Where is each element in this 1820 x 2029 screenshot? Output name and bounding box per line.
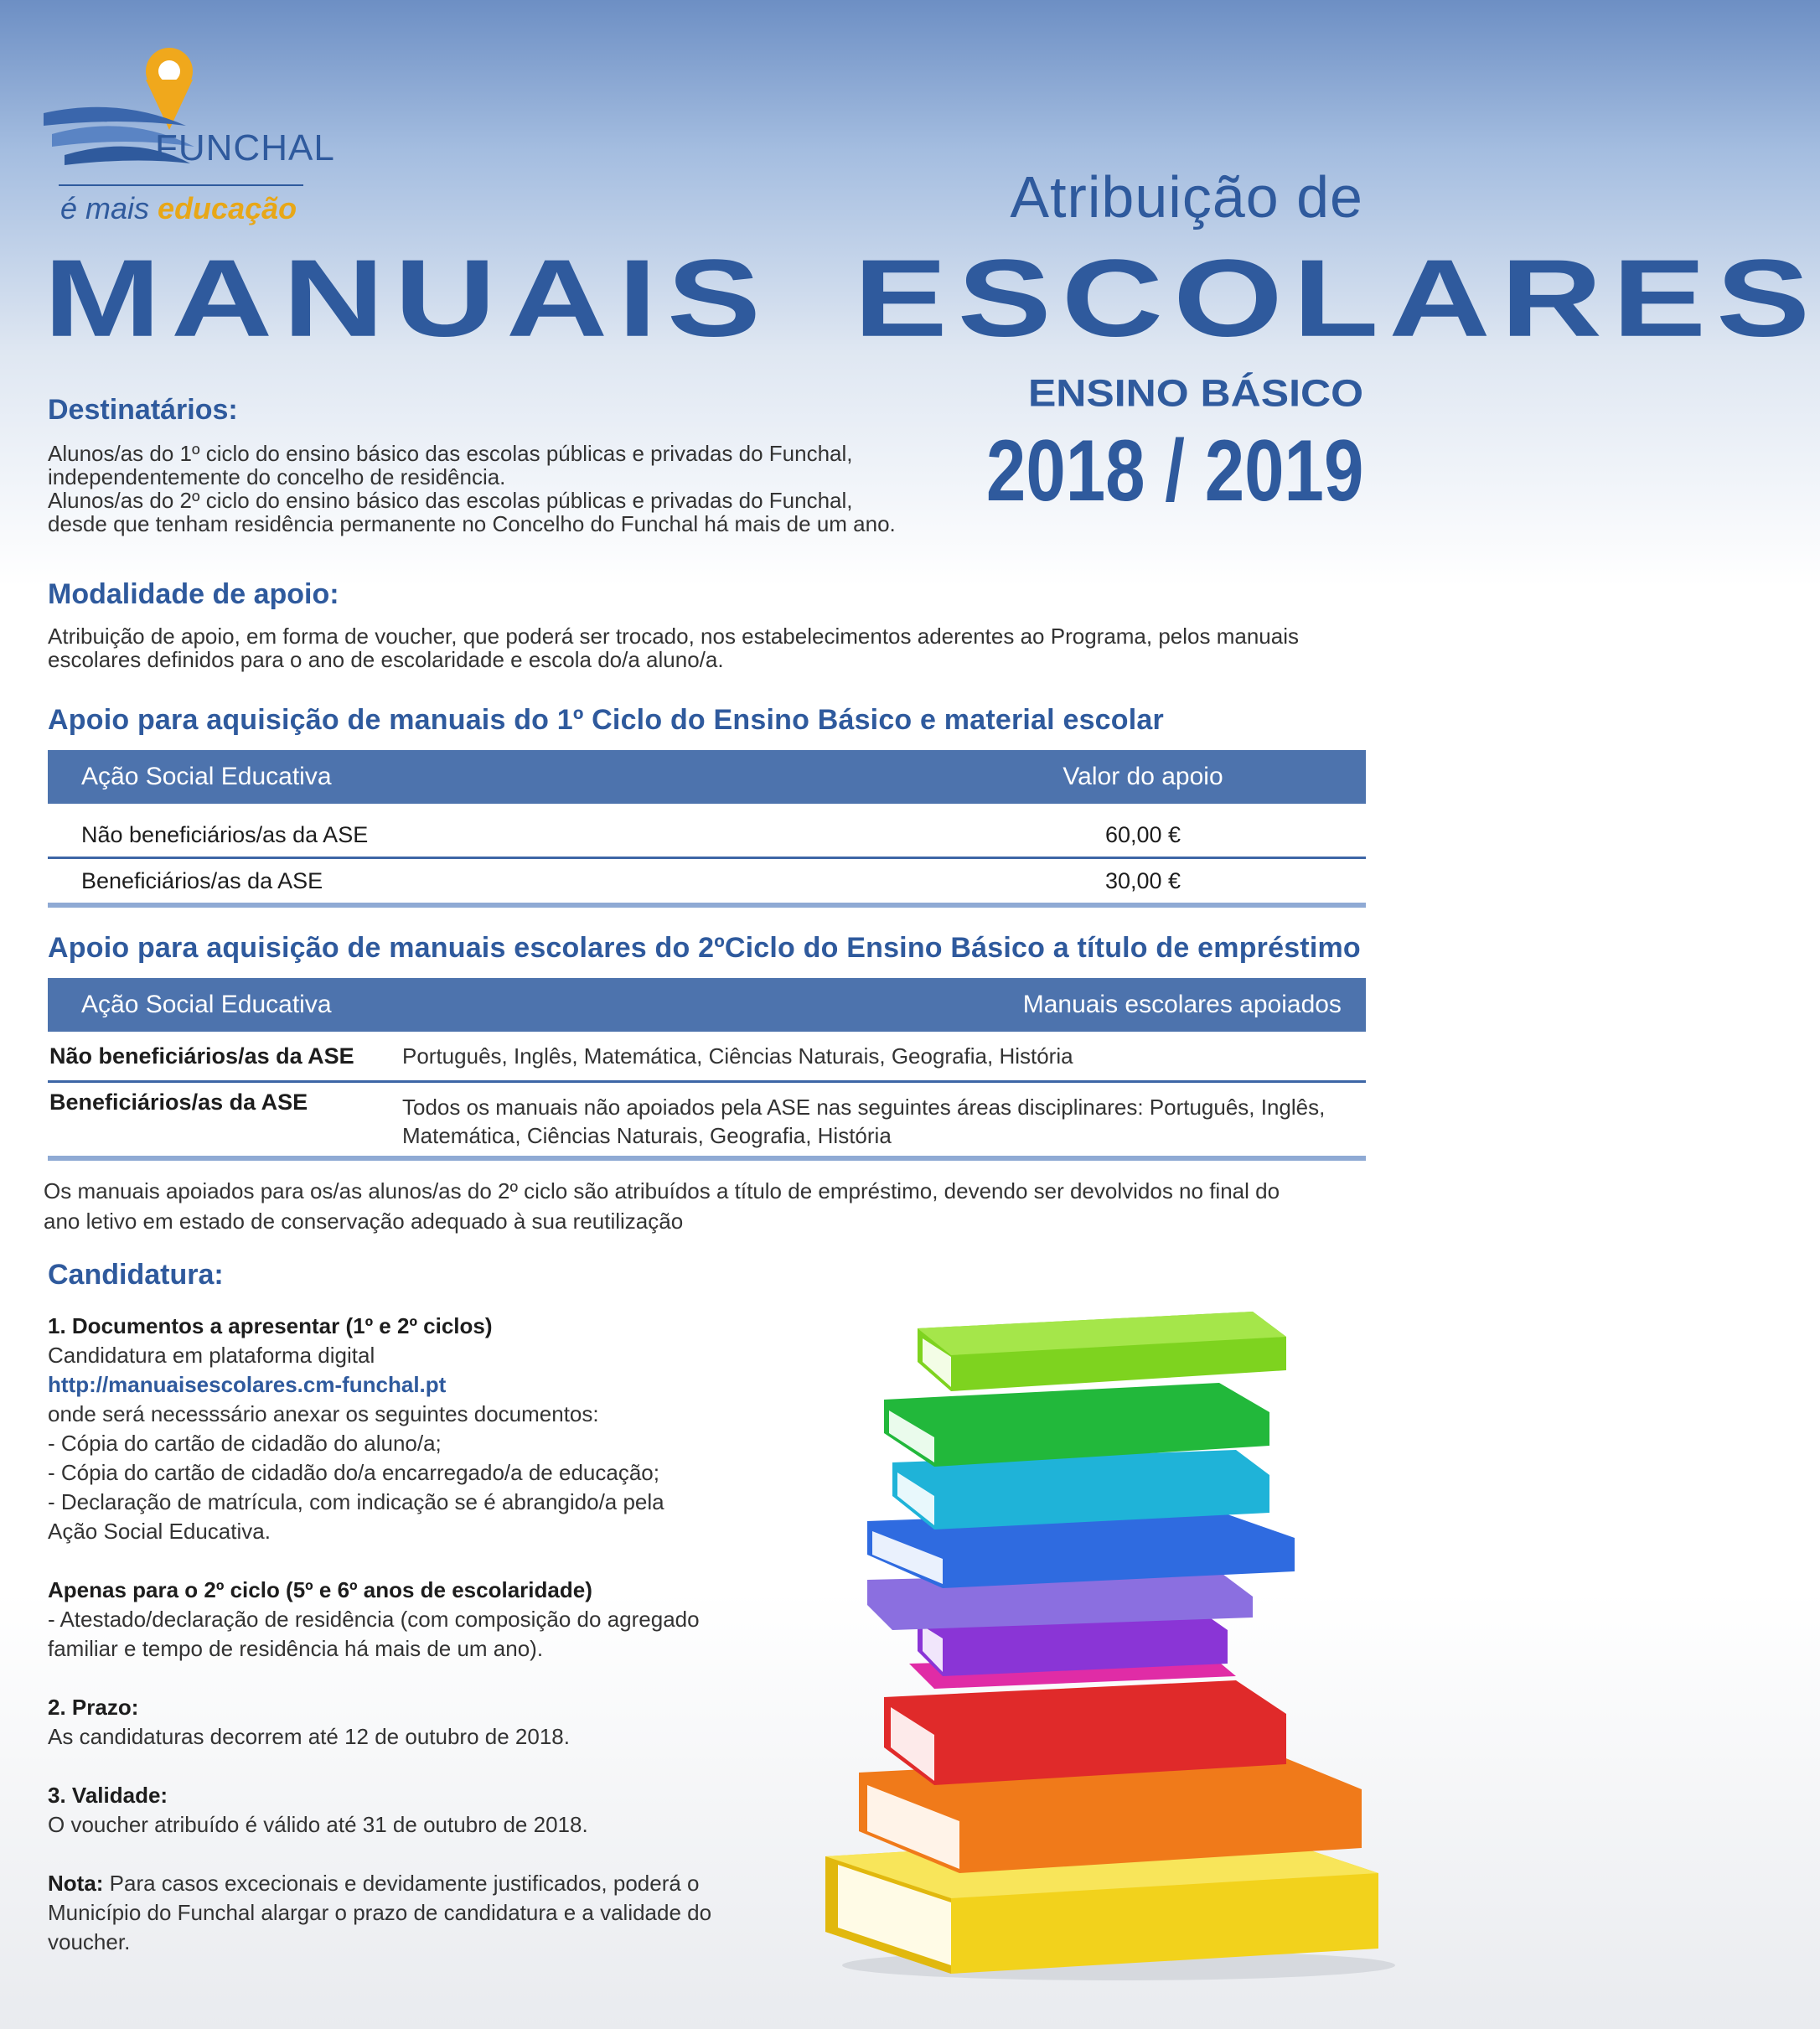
school-year: 2018 / 2019 [985, 422, 1363, 520]
table2-header-cell: Manuais escolares apoiados [999, 978, 1366, 1032]
logo-divider [59, 184, 303, 186]
destinatarios-line: desde que tenham residência permanente no Concelho do Funchal há mais de um ano. [48, 511, 896, 536]
table1-header-cell: Ação Social Educativa [48, 750, 920, 804]
table2-header [48, 978, 1366, 1032]
table2-row-value-line: Matemática, Ciências Naturais, Geografia, História [402, 1122, 892, 1148]
modalidade-line: Atribuição de apoio, em forma de voucher, que poderá ser trocado, nos estabelecimentos aderentes ao Programa, pelos manuais [48, 624, 1299, 649]
table1-row-label: Beneficiários/as da ASE [48, 858, 920, 906]
table1-row-value: 60,00 € [920, 804, 1366, 858]
table1 [48, 750, 1366, 908]
modalidade-text [48, 624, 1372, 671]
candidatura-content [48, 1312, 785, 1957]
table2-note-line: ano letivo em estado de conservação adequado à sua reutilização [44, 1209, 684, 1234]
table2-note [44, 1176, 1376, 1236]
table2-row-label: Não beneficiários/as da ASE [48, 1032, 385, 1082]
book-stack-illustration [817, 1295, 1395, 1982]
nota-text: Município do Funchal alargar o prazo de candidatura e a validade do [48, 1900, 712, 1925]
nota-line [48, 1869, 785, 1898]
table2-row-label: Beneficiários/as da ASE [48, 1082, 385, 1159]
table2-header-cell: Ação Social Educativa [48, 978, 999, 1032]
slogan-prefix: é mais [60, 191, 150, 225]
slogan-highlight: educação [158, 191, 297, 225]
table-row [48, 858, 1366, 906]
table2-row-value [385, 1082, 1366, 1159]
table-row [48, 804, 1366, 858]
docs-line: Candidatura em plataforma digital [48, 1343, 375, 1368]
destinatarios-line: independentemente do concelho de residência. [48, 464, 506, 489]
validade-text: O voucher atribuído é válido até 31 de outubro de 2018. [48, 1812, 588, 1837]
pre-title: Atribuição de [1010, 164, 1363, 230]
validade-title: 3. Validade: [48, 1783, 168, 1808]
table1-title: Apoio para aquisição de manuais do 1º Ciclo do Ensino Básico e material escolar [48, 704, 1164, 736]
modalidade-line: escolares definidos para o ano de escolaridade e escola do/a aluno/a. [48, 647, 724, 672]
docs-item: - Cópia do cartão de cidadão do/a encarregado/a de educação; [48, 1460, 659, 1485]
nota-label: Nota: [48, 1871, 104, 1896]
table2 [48, 978, 1366, 1161]
docs-item: Ação Social Educativa. [48, 1519, 271, 1544]
logo-city-name: FUNCHAL [155, 127, 335, 168]
destinatarios-title: Destinatários: [48, 394, 238, 426]
main-title: MANUAIS ESCOLARES [44, 236, 1820, 360]
table2-note-line: Os manuais apoiados para os/as alunos/as do 2º ciclo são atribuídos a título de empréstimo, devendo ser devolvidos no final do [44, 1178, 1280, 1203]
table-row [48, 1032, 1366, 1082]
second-cycle-line: familiar e tempo de residência há mais de um ano). [48, 1636, 544, 1661]
prazo-text: As candidaturas decorrem até 12 de outubro de 2018. [48, 1724, 570, 1749]
modalidade-title: Modalidade de apoio: [48, 578, 339, 610]
nota-text: Para casos excecionais e devidamente justificados, poderá o [103, 1871, 700, 1896]
nota-text: voucher. [48, 1929, 131, 1954]
table2-row-value-line: Todos os manuais não apoiados pela ASE nas seguintes áreas disciplinares: Português, Inglês, [402, 1094, 1326, 1120]
candidatura-title: Candidatura: [48, 1259, 224, 1291]
docs-item: - Declaração de matrícula, com indicação se é abrangido/a pela [48, 1489, 664, 1514]
docs-title: 1. Documentos a apresentar (1º e 2º ciclos) [48, 1313, 493, 1338]
second-cycle-title: Apenas para o 2º ciclo (5º e 6º anos de escolaridade) [48, 1577, 592, 1602]
prazo-title: 2. Prazo: [48, 1695, 139, 1720]
table2-title: Apoio para aquisição de manuais escolares do 2ºCiclo do Ensino Básico a título de empréstimo [48, 932, 1361, 964]
logo-slogan [60, 191, 297, 226]
destinatarios-line: Alunos/as do 2º ciclo do ensino básico das escolas públicas e privadas do Funchal, [48, 488, 853, 513]
destinatarios-text [48, 442, 986, 536]
platform-link[interactable]: http://manuaisescolares.cm-funchal.pt [48, 1372, 447, 1397]
table-row [48, 1082, 1366, 1159]
table1-row-label: Não beneficiários/as da ASE [48, 804, 920, 858]
table1-row-value: 30,00 € [920, 858, 1366, 906]
docs-item: - Cópia do cartão de cidadão do aluno/a; [48, 1431, 442, 1456]
table1-header-cell: Valor do apoio [920, 750, 1366, 804]
docs-line: onde será necesssário anexar os seguintes documentos: [48, 1401, 599, 1426]
table2-row-value: Português, Inglês, Matemática, Ciências Naturais, Geografia, História [385, 1032, 1366, 1082]
destinatarios-line: Alunos/as do 1º ciclo do ensino básico das escolas públicas e privadas do Funchal, [48, 441, 853, 466]
education-level: ENSINO BÁSICO [1027, 371, 1363, 415]
second-cycle-line: - Atestado/declaração de residência (com composição do agregado [48, 1607, 700, 1632]
table1-header [48, 750, 1366, 804]
